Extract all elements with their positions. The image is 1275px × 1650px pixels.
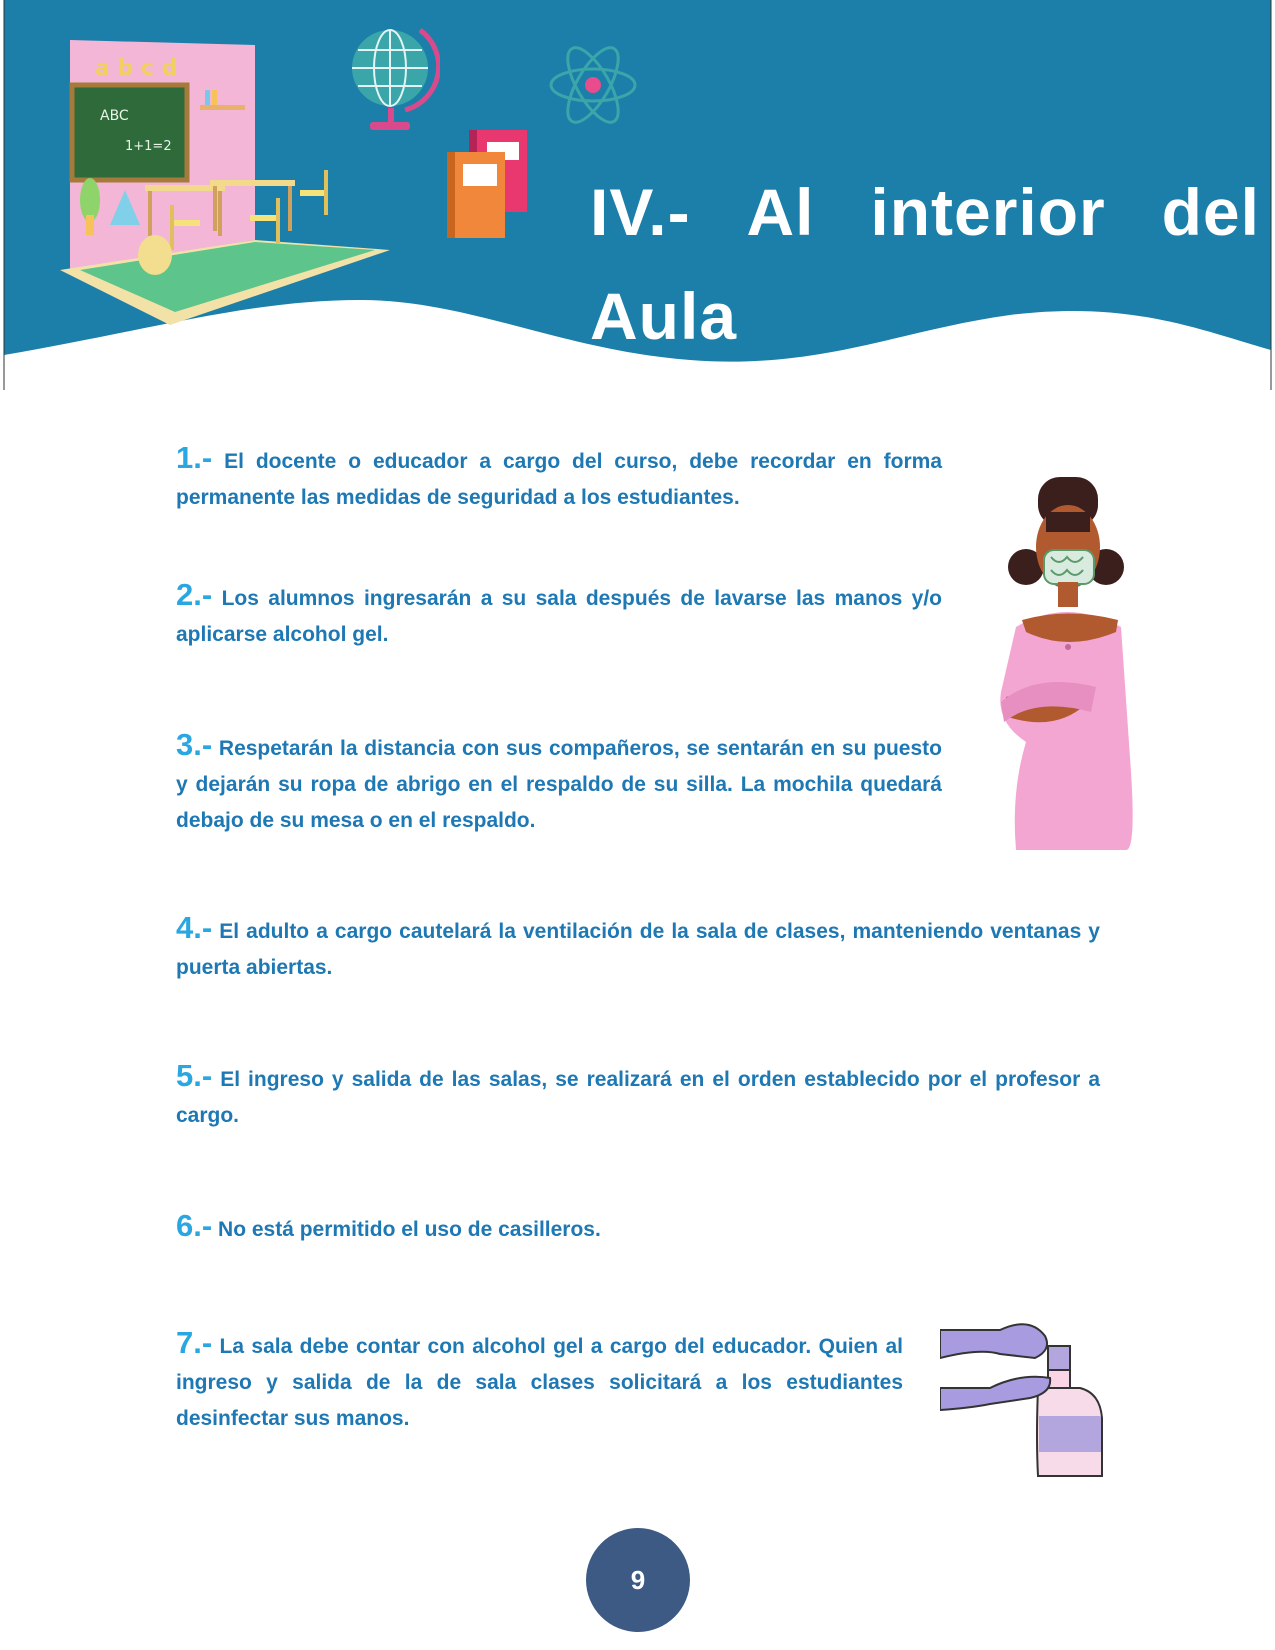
title-word: interior (870, 175, 1106, 249)
list-item (176, 1325, 903, 1437)
list-item (176, 577, 942, 653)
item-text: El docente o educador a cargo del curso, debe recordar en forma permanente las medidas de seguridad a los estudiantes. (176, 450, 942, 509)
svg-text:1+1=2: 1+1=2 (125, 139, 172, 154)
list-item (176, 910, 1100, 986)
list-item (176, 1208, 1100, 1248)
item-number: 3.- (176, 727, 213, 762)
globe-icon (350, 20, 440, 135)
title-word: IV.- (590, 175, 691, 249)
title-line-2: Aula (590, 279, 738, 353)
item-number: 1.- (176, 440, 213, 475)
title-word: Al (746, 175, 815, 249)
hand-sanitizer-illustration (940, 1318, 1115, 1483)
item-number: 6.- (176, 1208, 213, 1243)
list-item (176, 727, 942, 839)
header-banner (0, 0, 1275, 395)
teacher-with-mask-illustration (996, 472, 1136, 850)
list-item (176, 1058, 1100, 1134)
item-number: 2.- (176, 577, 213, 612)
title-line-1 (590, 160, 1260, 264)
svg-text:ABC: ABC (100, 108, 129, 124)
item-text: La sala debe contar con alcohol gel a cargo del educador. Quien al ingreso y salida de la de sala clases solicitará a los estudiantes desinfectar sus manos. (176, 1335, 903, 1430)
svg-text:a b c d: a b c d (95, 56, 178, 81)
item-text: Los alumnos ingresarán a su sala después de lavarse las manos y/o aplicarse alcohol gel. (176, 587, 942, 646)
item-number: 4.- (176, 910, 213, 945)
atom-icon (548, 40, 638, 130)
item-number: 7.- (176, 1325, 213, 1360)
classroom-illustration (50, 20, 395, 325)
list-item (176, 440, 942, 516)
books-icon (445, 128, 530, 240)
item-number: 5.- (176, 1058, 213, 1093)
page-title (590, 160, 1260, 368)
item-text: El adulto a cargo cautelará la ventilación de la sala de clases, manteniendo ventanas y puerta abiertas. (176, 920, 1100, 979)
item-text: El ingreso y salida de las salas, se realizará en el orden establecido por el profesor a cargo. (176, 1068, 1100, 1127)
page-number-badge: 9 (586, 1528, 690, 1632)
item-text: Respetarán la distancia con sus compañeros, se sentarán en su puesto y dejarán su ropa de abrigo en el respaldo de su silla. La mochila quedará debajo de su mesa o en el respaldo. (176, 737, 942, 832)
item-text: No está permitido el uso de casilleros. (218, 1218, 601, 1241)
title-word: del (1161, 175, 1260, 249)
